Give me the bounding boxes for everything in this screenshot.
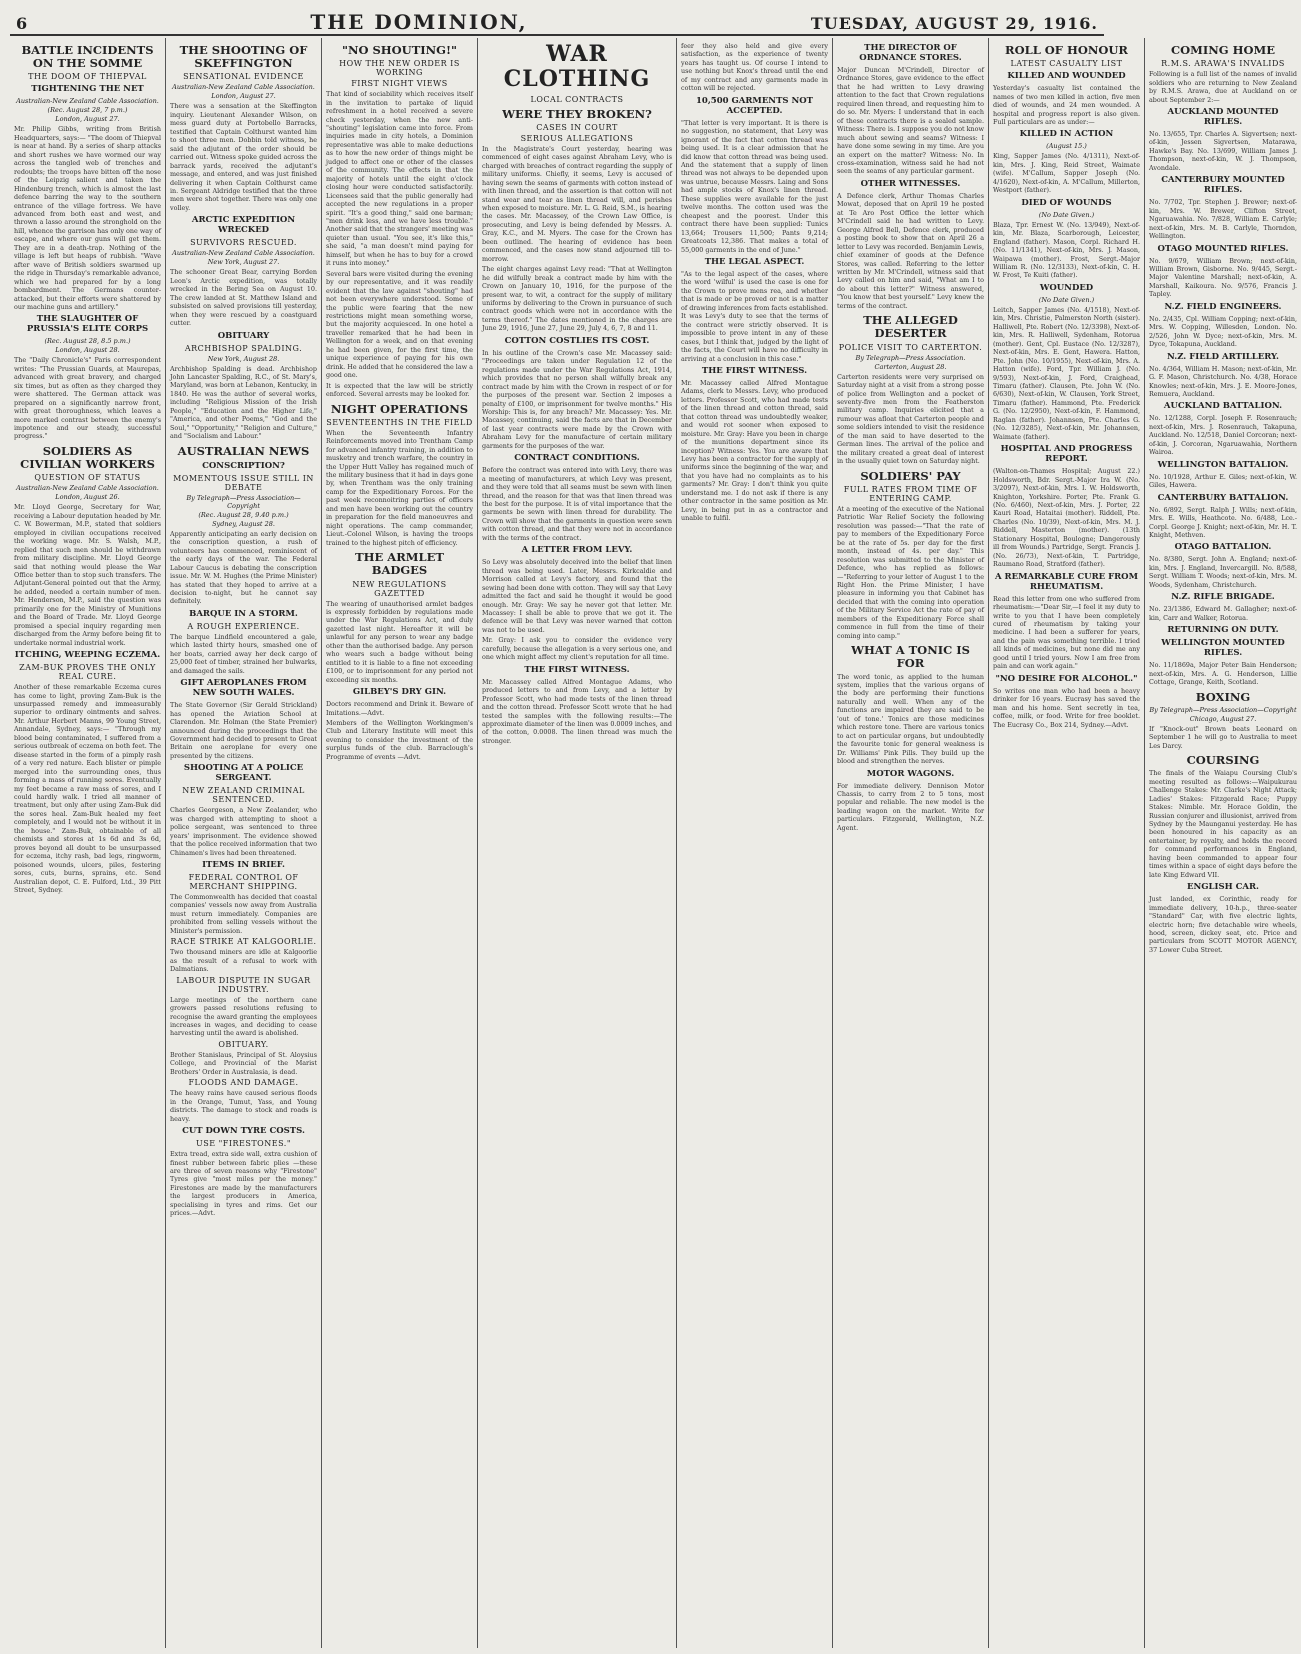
unit-otago-battalion: OTAGO BATTALION. (1174, 542, 1272, 553)
article-body: The schooner Great Bear, carrying Borden Leon's Arctic expedition, was totally wrecked in the Bering Sea on August 10. The crew landed at St. Matthew Island and subsisted on salved provisions till yesterday, when they were rescued by a coastguard cutter. (170, 268, 317, 328)
place-line: London, August 27. (55, 115, 120, 124)
unit-canterbury-mr: CANTERBURY MOUNTED RIFLES. (1161, 175, 1285, 196)
headline-tonic: WHAT A TONIC IS FOR (851, 643, 970, 671)
article-body: Apparently anticipating an early decision on the conscription question, a rush of volunteers has commenced, reminiscent of the early days of the war. The Federal Labour Caucus is debating the conscription issue. Mr. W. M. Hughes (the Prime Minister) has stated that they hoped to arrive at a decision to-night, but he cannot say definitely. (170, 529, 317, 606)
place-line: London, August 26. (55, 493, 120, 502)
article-body: The finals of the Waiapu Coursing Club's meeting resulted as follows:—Waipukurau Challenge Stakes: Mr. Clarke's Night Attack; Ladies' Stakes: Fitzgerald Race; Puppy Stakes: Nimble. Mr. Horace Goldin, the Russian conjurer and illusionist, arrived from Sydney by the Maunganui yesterday. He has been honoured in his capacity as an entertainer, by royalty, and holds the record for command performances in England, having been commanded to appear four times within a space of eight days before the late King Edward VII. (1149, 769, 1297, 879)
article-body: Following is a full list of the names of invalid soldiers who are returning to New Zealand by R.M.S. Arawa, due at Auckland on or about September 2:— (1149, 70, 1297, 104)
invalid-list: No. 12/1288, Corpl. Joseph F. Rosenrauch; next-of-kin, Mrs. J. Rosenrauch, Takapuna, Auckland. No. 12/518, Daniel Corcoran; next-of-kin, J. Corcoran, Ngaruawahia, Northern Wairoa. (1149, 414, 1297, 457)
column-1 (10, 38, 166, 1648)
casualty-list: King, Sapper James (No. 4/1311), Next-of-kin, Mrs. J. King, Reid Street, Waimate (wife). M'Callum, Sapper Joseph (No. 4/1620), Next-of-kin, A. M'Callum, Millerton, Westport (father). (993, 152, 1140, 195)
invalid-list: No. 9/679, William Brown; next-of-kin, William Brown, Gisborne. No. 9/445, Sergt.-Major Valentine Marshall; next-of-kin, A. Marshall, Kaikoura. No. 9/576, Francis J. Tapley. (1149, 256, 1297, 299)
subhead-first-witness-2: THE FIRST WITNESS. (701, 365, 808, 376)
subhead-wounded: WOUNDED (1039, 282, 1094, 293)
credit-line: Australian-New Zealand Cable Association. (172, 249, 315, 258)
headline-roll-of-honour: ROLL OF HONOUR (1005, 43, 1128, 57)
subhead-latest-casualty: LATEST CASUALTY LIST (1010, 59, 1123, 69)
received-line: (Rec. August 28, 8.5 p.m.) (44, 337, 131, 346)
article-body: That kind of sociability which receives itself in the invitation to partake of liquid refreshment in a hotel received a severe check yesterday, when the new anti-"shouting" legislation came into force. From inquiries made in city hotels, a Dominion representative was able to make deductions as to how the new order of things might be judged to affect one or other of the classes of the community. The effects in that the majority of hotels until the eight o'clock closing hour were conducted satisfactorily. Licensees said that the public generally had accepted the new regulations in a proper spirit. "It's a good thing," said one barman; "men drink less, and we have less trouble." Another said that the strangers' meeting was quieter than usual. "You see, it's like this," she said, "a man doesn't mind paying for himself, but when he has to buy for a crowd it runs into money." (326, 90, 473, 268)
article-body: Large meetings of the northern cane growers passed resolutions refusing to recognise the award granting the employees increases in wages, and deciding to cease harvesting until the award is abolished. (170, 995, 317, 1038)
unit-canterbury-battalion: CANTERBURY BATTALION. (1157, 492, 1289, 503)
subhead-contract-conditions: CONTRACT CONDITIONS. (514, 453, 640, 464)
subhead-letter-levy: A LETTER FROM LEVY. (521, 545, 633, 556)
subhead-legal-aspect: THE LEGAL ASPECT. (704, 256, 805, 267)
headline-slaughter: THE SLAUGHTER OF PRUSSIA'S ELITE CORPS (26, 314, 149, 335)
article-body: Before the contract was entered into with Levy, there was a meeting of manufacturers, at which Levy was present, and they were told that all seams must be sewn with linen thread, and the reason for that was that linen thread was the best for the purpose. It is of vital importance that the garments be sewn with linen thread for durability. The Crown will show that the garments in question were sewn with cotton thread, and that they were not in accordance with the terms of the contract. (482, 466, 672, 542)
invalid-list: No. 10/1928, Arthur E. Giles; next-of-kin, W. Giles, Hawera. (1149, 472, 1297, 490)
headline-soldiers-civilian: SOLDIERS AS CIVILIAN WORKERS (20, 443, 155, 472)
subhead-killed-in-action: KILLED IN ACTION (1019, 129, 1114, 140)
received-line: (Rec. August 28, 7 p.m.) (47, 106, 128, 115)
article-body: Charles Georgeson, a New Zealander, who was charged with attempting to shoot a police sergeant, was sentenced to three years' imprisonment. The evidence showed that the police received information that two Chinamen's lives had been threatened. (170, 806, 317, 857)
headline-alleged-deserter: THE ALLEGED DESERTER (863, 313, 958, 341)
column-7 (989, 38, 1145, 1648)
subhead-other-witnesses: OTHER WITNESSES. (860, 178, 961, 189)
masthead (10, 6, 1104, 36)
advertisement-body: The word tonic, as applied to the human system, implies that the various organs of the body are performing their functions naturally and well. When any of the functions are impaired they are said to be 'out of tone.' Tonics are those medicines which restore tone. There are various tonics to act on particular organs, but undoubtedly the favourite tonic for general weakness is Dr. Williams' Pink Pills. They build up the blood and strengthen the nerves. (837, 672, 984, 766)
article-body: The barque Lindfield encountered a gale, which lasted thirty hours, smashed one of her boats, carried away her deck cargo of 25,000 feet of timber, strained her bulwarks, and damaged the sails. (170, 632, 317, 675)
ad-headline-eczema: ITCHING, WEEPING ECZEMA. (14, 650, 161, 661)
subhead-hospital-report: HOSPITAL AND PROGRESS REPORT. (1000, 444, 1133, 465)
invalid-list: No. 8/380, Sergt. John A. England; next-of-kin, Mrs. J. England, Invercargill. No. 8/588, Sergt. William T. Woods; next-of-kin, Mrs. M. Woods, Sydenham, Christchurch. (1149, 555, 1297, 589)
subhead-local-contracts: LOCAL CONTRACTS (530, 94, 624, 104)
unit-auckland-battalion: AUCKLAND BATTALION. (1163, 401, 1283, 412)
credit-line: Australian-New Zealand Cable Association. (16, 97, 159, 106)
received-line: (Rec. August 28, 9.40 p.m.) (198, 510, 289, 519)
casualty-list: Leitch, Sapper James (No. 4/1518), Next-of-kin, Mrs. Christie, Palmerston North (sister). Halliwell, Pte. Robert (No. 12/3398), Next-of-kin, Mrs. R. Halliwell, Sydenham, Rotorua (mother). Gent, Cpl. Eustace (No. 12/3287), Next-of-kin, Mrs. E. Gent, Hawera. Hatton, Pte. John (No. 10/1955), Next-of-kin, Mrs. A. Hatton (wife). Ford, Tpr. William J. (No. 9/593), Next-of-kin, J. Ford, Craighead, Timaru (father). Clausen, Pte. John W. (No. 6/630), Next-of-kin, W. Clausen, York Street, Timaru (father). Hammond, Pte. Frederick G. (No. 12/2950), Next-of-kin, F. Hammond, Raglan (father). Johannsen, Pte. Charles G. (No. 12/3285), Next-of-kin, Mr. Johannsen, Waimate (father). (993, 305, 1140, 441)
subhead-nz-criminal: NEW ZEALAND CRIMINAL SENTENCED. (182, 786, 305, 805)
article-body: At a meeting of the executive of the National Patriotic War Relief Society the following resolution was passed:—"That the rate of pay to members of the Expeditionary Force be at the rate of 5s. per day for the first month, instead of 4s. per day." This resolution was submitted to the Minister of Defence, who has replied as follows:—"Referring to your letter of August 1 to the Right Hon. the Prime Minister, I have pleasure in informing you that Cabinet has decided that with the coming into operation of the Military Service Act the rate of pay of members of the Expeditionary Force shall commence in full from the time of their coming into camp." (837, 504, 984, 640)
article-body: The eight charges against Levy read: "That at Wellington he did wilfully break a contract made by him with the Crown on January 10, 1916, for the purpose of the present war, to wit, a contract for the supply of military uniforms by delivering to the Crown in pursuance of such contract goods which were not in accordance with the terms thereof." The dates mentioned in the charges are June 29, 1916, June 27, June 29, July 4, 6, 7, 8 and 11. (482, 265, 672, 333)
article-body: In the Magistrate's Court yesterday, hearing was commenced of eight cases against Abraham Levy, who is charged with breaches of contract regarding the supply of military uniforms. Chiefly, it seems, Levy is accused of having sewn the seams of garments with cotton instead of with linen thread, and the assertion is that cotton will not stand wear and tear as linen thread will, and perishes when exposed to moisture. Mr. L. G. Reid, S.M., is hearing the cases. Mr. Macassey, of the Crown Law Office, is prosecuting, and Levy is being defended by Messrs. A. Gray, K.C., and M. Myers. The case for the Crown has been outlined. The hearing of evidence has been commenced, and the cases now stand adjourned till to-morrow. (482, 144, 672, 263)
place-line: Carterton, August 28. (874, 362, 947, 371)
ad-headline-gin: GILBEY'S DRY GIN. (352, 687, 447, 698)
headline-arctic: ARCTIC EXPEDITION WRECKED (191, 215, 296, 236)
page-number: 6 (16, 14, 28, 33)
subhead-federal-shipping: FEDERAL CONTROL OF MERCHANT SHIPPING. (188, 873, 299, 892)
place-line: New York, August 27. (207, 258, 280, 267)
subhead-momentous: MOMENTOUS ISSUE STILL IN DEBATE (173, 473, 314, 492)
ad-headline-motor-wagons: MOTOR WAGONS. (866, 768, 955, 779)
headline-skeffington: THE SHOOTING OF SKEFFINGTON (179, 43, 308, 71)
article-body-continued: feer they also held and give every satisfaction, as the experience of twenty years has taught us. Of course I intend to use nothing but Knox's thread until the end of my contract and any garments made in cotton will be rejected. (681, 42, 828, 93)
subhead-conscription: CONSCRIPTION? (202, 460, 285, 471)
article-body: Yesterday's casualty list contained the names of two men killed in action, five men died of wounds, and 24 men wounded. A hospital and progress report is also given. Full particulars are as under:— (993, 84, 1140, 127)
credit-line: By Telegraph—Press Association. (855, 353, 966, 362)
column-6 (833, 38, 989, 1648)
article-body: Mr. Macassey called Alfred Montague Adams, who produced letters to and from Levy, and a letter by Professor Scott, who had made tests of the linen thread and the cotton thread. Professor Scott wrote that he had tested the samples with the following results:—The approximate diameter of the linen was 0.0009 inches, and of the cotton, 0.0008. The linen thread was much the stronger. (482, 677, 672, 745)
invalid-list: No. 23/1386, Edward M. Gallagher; next-of-kin, Carr and Walker, Rotorua. (1149, 605, 1297, 622)
column-5 (677, 38, 833, 1648)
headline-boxing: BOXING (1195, 689, 1251, 704)
subhead-first-night: FIRST NIGHT VIEWS (351, 79, 448, 89)
invalid-list: No. 2/435, Cpl. William Copping; next-of-kin, Mrs. W. Copping, Willesden, London. No. 2/526, John W. Dyce; next-of-kin, Mrs. M. Dyce, Tokapuna, Auckland. (1149, 314, 1297, 349)
article-body: Mr. Macassey called Alfred Montague Adams, clerk to Messrs. Levy, who produced letters. Professor Scott, who had made tests of the linen thread and cotton thread, said that cotton thread was undoubtedly weaker, and would rot sooner when exposed to moisture. Mr. Gray: Have you been in charge of the munitions department since its inception? Witness: Yes. You are aware that Levy has been a contractor for the supply of uniforms since the beginning of the war, and that you have had no complaints as to his garments? Mr. Gray: I don't think you quite understand me. I do not ask if there is any other contractor in the same position as Mr. Levy, in being put in as a contractor and unable to fulfil. (681, 378, 828, 523)
casualty-list: (Walton-on-Thames Hospital; August 22.) Holdsworth, Bdr. Sergt.-Major Ira W. (No. 3/2097), Next-of-kin, Mrs. I. W. Holdsworth, Knighton, Yorkshire. Porter, Pte. Frank G. (No. 6/460), Next-of-kin, Mrs. J. Porter, 22 Kauri Road, Hataitai (mother). Riddell, Pte. Charles (No. 10/39), Next-of-kin, Mrs. M. J. Riddell, Masterton (mother). (13th Stationary Hospital, Boulogne; Dangerously ill from Wounds.) Partridge, Sergt. Francis J. (No. 26/73), Next-of-kin, T. Partridge, Raumano Road, Stratford (father). (993, 467, 1140, 569)
credit-line: Australian-New Zealand Cable Association. (172, 83, 315, 92)
article-body: The heavy rains have caused serious floods in the Orange, Tumut, Yass, and Young districts. The damage to stock and roads is heavy. (170, 1089, 317, 1123)
invalid-list: No. 4/364, William H. Mason; next-of-kin, Mr. G. F. Mason, Christchurch. No. 4/38, Horace Knowles; next-of-kin, Mrs. J. E. Moore-Jones, Remuera, Auckland. (1149, 364, 1297, 398)
ad-subhead-firestones: USE "FIRESTONES." (196, 1139, 291, 1149)
subhead-cases-court: CASES IN COURT (536, 122, 618, 132)
ad-headline-alcohol: "NO DESIRE FOR ALCOHOL." (995, 673, 1138, 684)
headline-armlet-badges: THE ARMLET BADGES (355, 550, 444, 578)
advertisement-body: Another of these remarkable Eczema cures has come to light, proving Zam-Buk is the unsurpassed remedy and immeasurably superior to ordinary ointments and salves. Mr. Arthur Herbert Manns, 99 Young Street, Annandale, Sydney, says:— "Through my blood being contaminated, I suffered from a serious outbreak of eczema on both feet. The disease started in the form of a pimply rash of a very red nature. Each blister or pimple merged into the surrounding ones, thus forming a mass of running sores. Eventually my feet became a raw mass of sores, and I could hardly walk. I tried all manner of treatment, but only after using Zam-Buk did the sores heal. Zam-Buk healed my feet completely, and I would not be without it in the house." Zam-Buk, obtainable of all chemists and stores at 1s 6d and 3s 6d, proves beyond all doubt to be unsurpassed for eczema, itchy rash, bad legs, ringworm, poisoned wounds, ulcers, piles, festering sores, cuts, burns, sprains, etc. Send Australian depot, C. E. Fulford, Ltd., 39 Pitt Street, Sydney. (14, 683, 161, 894)
headline-obituary: OBITUARY (217, 330, 270, 341)
subhead-garments-not-accepted: 10,500 GARMENTS NOT ACCEPTED. (696, 95, 813, 116)
subhead-new-order: HOW THE NEW ORDER IS WORKING (339, 59, 460, 78)
headline-australian-news: AUSTRALIAN NEWS (177, 443, 310, 458)
unit-field-engineers: N.Z. FIELD ENGINEERS. (1164, 301, 1282, 312)
subhead-cotton: COTTON COSTLIES ITS COST. (504, 335, 650, 346)
article-body: The wearing of unauthorised armlet badges is expressly forbidden by regulations made under the War Regulations Act, and duly gazetted last night. Hereafter it will be unlawful for any person to wear any badge other than the authorised badge. Any person who wears such a badge without being entitled to it is liable to a fine not exceeding £100, or to imprisonment for any period not exceeding six months. (326, 599, 473, 684)
subhead-doom-thiepval: THE DOOM OF THIEPVAL (28, 72, 147, 82)
unit-auckland-mr: AUCKLAND MOUNTED RIFLES. (1167, 107, 1279, 128)
subhead-race-strike: RACE STRIKE AT KALGOORLIE. (170, 937, 317, 947)
article-body: If "Knock-out" Brown beats Leonard on September 1 he will go to Australia to meet Les Darcy. (1149, 724, 1297, 750)
invalid-list: No. 13/655, Tpr. Charles A. Sigvertsen; next-of-kin, Jessen Sigvertsen, Matarawa, Hawke's Bay. No. 13/699, William James J. Thompson, next-of-kin, W. J. Thompson, Avondale. (1149, 130, 1297, 172)
article-body: Mr. Gray: I ask you to consider the evidence very carefully, because the allegation is a very serious one, and one which might affect my client's reputation for all time. (482, 636, 672, 662)
ad-subhead-zambuk: ZAM-BUK PROVES THE ONLY REAL CURE. (19, 663, 156, 682)
headline-police-sergeant: SHOOTING AT A POLICE SERGEANT. (183, 763, 304, 784)
column-8 (1145, 38, 1301, 1648)
subhead-sensational: SENSATIONAL EVIDENCE (183, 72, 304, 82)
subhead-tightening: TIGHTENING THE NET (31, 84, 144, 95)
unit-wellington-mr: WELLINGTON MOUNTED RIFLES. (1161, 638, 1285, 659)
headline-coming-home: COMING HOME (1171, 43, 1275, 57)
subhead-returning-duty: RETURNING ON DUTY. (1167, 625, 1279, 636)
unit-otago-mr: OTAGO MOUNTED RIFLES. (1157, 243, 1289, 254)
issue-date: TUESDAY, AUGUST 29, 1916. (810, 14, 1098, 33)
article-body: Mr. Lloyd George, Secretary for War, receiving a Labour deputation headed by Mr. C. W. Bowerman, M.P., stated that soldiers employed in civilian occupations received the working wage. Mr. S. Walsh, M.P., replied that such men should be withdrawn from military discipline. Mr. Lloyd George said that nothing would please the War Office better than to stop such transfers. The Adjutant-General pointed out that the Army, he added, needed a certain number of men. Mr. Henderson, M.P., said the question was primarily one for the Ministry of Munitions and the Board of Trade. Mr. Lloyd George promised a special inquiry regarding men discharged from the Army before being fit to undertake normal industrial work. (14, 503, 161, 647)
subhead-killed-wounded: KILLED AND WOUNDED (1007, 71, 1126, 82)
article-body: There was a sensation at the Skeffington inquiry. Lieutenant Alexander Wilson, on mess guard duty at Portobello Barracks, testified that Captain Colthurst wanted him to shoot three men. Dobbin told witness, he said the adjutant of the order should be carried out. Witness spoke guided across the barrack yards, received the adjutant's message, and entered, and was just finished delivering it when Captain Colthurst came in. Sergeant Aldridge testified that the three men were shot together. There was only one volley. (170, 102, 317, 212)
place-line: Chicago, August 27. (1189, 714, 1257, 723)
article-body: "That letter is very important. It is there is no suggestion, no statement, that Levy was ignorant of the fact that cotton thread was being used. It is a clear admission that he did know that cotton thread was being used. And the statement that a supply of linen thread was not always to be depended upon was untrue, because Messrs. Laing and Sons had ample stocks of Knox's linen thread. These supplies were available for the just twelve months. The cotton used was the cheapest and the poorest. Under this contract there have been supplied: Tunics 13,664; Trousers 11,500; Pants 9,214; Greatcoats 12,386. That makes a total of 55,000 garments in the end of June." (681, 118, 828, 254)
subhead-question-status: QUESTION OF STATUS (34, 473, 141, 483)
subhead-serious-allegations: SERIOUS ALLEGATIONS (520, 133, 634, 143)
headline-battle-incidents: BATTLE INCIDENTS ON THE SOMME (21, 43, 154, 71)
advertisement-body: Extra tread, extra side wall, extra cushion of finest rubber between fabric plies —these are three of seven reasons why "Firestone" Tyres give "most miles per the money." Firestones are made by the manufacturers the largest producers in America, specialising in tyres and rims. Get our prices.—Advt. (170, 1150, 317, 1218)
article-body: Several bars were visited during the evening by our representative, and it was readily evident that the law against "shouting" had not been everywhere understood. Some of the public were fearing that the new restrictions might mean something worse, but the majority acquiesced. In one hotel a traveller remarked that he had been in Wellington for a week, and on that evening he had been given, for the first time, the unique experience of paying for his own drink. He added that he considered the law a good one. (326, 269, 473, 380)
article-body: Brother Stanislaus, Principal of St. Aloysius College, and Provincial of the Marist Brothers' Order in Australasia, is dead. (170, 1050, 317, 1076)
unit-rifle-brigade: N.Z. RIFLE BRIGADE. (1171, 592, 1275, 603)
column-2 (166, 38, 322, 1648)
casualty-list: Blaza, Tpr. Ernest W. (No. 13/949), Next-of-kin, Mr. Blaza, Scarborough, Leicester, England (father). Mason, Corpl. Richard H. (No. 11/1341), Next-of-kin, Mrs. J. Mason, Waipawa (mother). Frost, Sergt.-Major William R. (No. 12/3133), Next-of-kin, C. H. W. Frost, Te Kuiti (father). (993, 220, 1140, 280)
credit-line: By Telegraph—Press Association—Copyright (186, 493, 301, 510)
date-line: (No Date Given.) (1038, 210, 1095, 219)
article-body: When the Seventeenth Infantry Reinforcements moved into Trentham Camp for advanced infantry training, in addition to musketry and trench warfare, the country in the Upper Hutt Valley has regained much of the military business that it had in days gone by, when Trentham was the only training camp for the Expeditionary Forces. For the past week reconnoitring parties of officers and men have been working out the country in preparation for the field manoeuvres and night operations. The camp commander, Lieut.-Colonel Wilson, is having the troops trained to the highest pitch of efficiency. (326, 428, 473, 547)
headline-no-shouting: "NO SHOUTING!" (341, 43, 458, 57)
article-body: The State Governor (Sir Gerald Strickland) has opened the Aviation School at Clarendon. Mr. Holman (the State Premier) announced during the proceedings that the Government had decided to present to Great Britain one aeroplane for every one presented by the citizens. (170, 701, 317, 760)
subhead-full-rates: FULL RATES FROM TIME OF ENTERING CAMP. (843, 484, 978, 503)
subhead-died-of-wounds: DIED OF WOUNDS (1021, 197, 1112, 208)
article-body: So Levy was absolutely deceived into the belief that linen thread was being used. Later, Messrs. Kirkcaldie and Morrison called at Levy's factory, and found that the sewing had been done with cotton. They will say that Levy admitted the fact and said he thought it would be good enough. Mr. Gray: We say he never got that letter. Mr. Macassey: I shall be able to prove that we got it. The defence will be that Levy was never warned that cotton was not to be used. (482, 558, 672, 634)
article-body: "As to the legal aspect of the cases, where the word 'wilful' is used the case is one for the Crown to prove mens rea, and whether that is made or be proved or not is a matter of drawing inferences from facts established. It was Levy's duty to see that the terms of the contract were strictly observed. It is impossible to prove intent in any of these cases, but I think that, judged by the light of the facts, the Court will have no difficulty in arriving at a conclusion in this case." (681, 269, 828, 363)
advertisement-body: Doctors recommend and Drink it. Beware of Imitations.—Advt. (326, 700, 473, 717)
article-body: Archbishop Spalding is dead. Archbishop John Lancaster Spalding, R.C., of St. Mary's, Maryland, was born at Lebanon, Kentucky, in 1840. He was the author of several works, including "Religious Mission of the Irish People," "Education and the Higher Life," "America, and other Poems," "God and the Soul," "Opportunity," "Religion and Culture," and "Socialism and Labour." (170, 364, 317, 441)
unit-field-artillery: N.Z. FIELD ARTILLERY. (1167, 351, 1279, 362)
article-body: In his outline of the Crown's case Mr. Macassey said: "Proceedings are taken under Regulation 12 of the regulations made under the War Regulations Act, 1914, which provides that no person shall wilfully break any contract made by him with the Crown in respect of or for the purposes of the present war. Section 2 imposes a penalty of £100, or imprisonment for twelve months." His Worship: This is, for any breach? Mr. Macassey: Yes. Mr. Macassey, continuing, said the facts are that in December of last year contracts were made by the Crown with Abraham Levy for the manufacture of certain military garments for the purposes of the war. (482, 348, 672, 450)
article-body: Two thousand miners are idle at Kalgoorlie as the result of a refusal to work with Dalmatians. (170, 948, 317, 974)
article-body: The Commonwealth has decided that coastal companies' vessels now away from Australia must return immediately. Companies are prohibited from selling vessels without the Minister's permission. (170, 893, 317, 935)
ad-headline-english-car: ENGLISH CAR. (1187, 882, 1259, 893)
headline-night-operations: NIGHT OPERATIONS (330, 401, 469, 416)
place-line: London, August 28. (55, 346, 120, 355)
subhead-director-ordnance: THE DIRECTOR OF ORDNANCE STORES. (859, 43, 962, 63)
subhead-police-visit: POLICE VISIT TO CARTERTON. (838, 342, 983, 352)
headline-items-brief: ITEMS IN BRIEF. (202, 860, 285, 871)
headline-war-clothing: WAR CLOTHING (503, 41, 651, 93)
subhead-were-they-broken: WERE THEY BROKEN? (502, 106, 652, 121)
subhead-rough: A ROUGH EXPERIENCE. (187, 621, 300, 631)
subhead-labour-dispute: LABOUR DISPUTE IN SUGAR INDUSTRY. (176, 975, 311, 994)
advertisement-body: For immediate delivery. Dennison Motor Chassis, to carry from 2 to 5 tons, most popular and reliable. The new model is the leading wagon on the market. Write for particulars. Fitzgerald, Wellington, N.Z. Agent. (837, 781, 984, 832)
headline-coursing: COURSING (1186, 753, 1260, 768)
advertisement-body: Read this letter from one who suffered from rheumatism:—"Dear Sir,—I feel it my duty to write to you that I have been completely cured of rheumatism by taking your medicine. I had been a sufferer for years, and the pain was something terrible. I tried all kinds of medicines, but none did me any good until I tried yours. Now I am free from pain and can work again." (993, 594, 1140, 671)
advertisement-body: Just landed, ex Corinthic, ready for immediate delivery, 10-h.p., three-seater "Standard" Car, with five electric lights, electric horn; five detachable wire wheels, hood, screen, dickey seat, etc. Price and particulars from SCOTT MOTOR AGENCY, 37 Lower Cuba Street. (1149, 895, 1297, 954)
unit-wellington-battalion: WELLINGTON BATTALION. (1157, 459, 1289, 470)
column-3 (322, 38, 478, 1648)
article-body: Carterton residents were very surprised on Saturday night at a visit from a strong posse of police from Wellington and a pocket of seventy-five men from the Featherston military camp. Inquiries elicited that a rumour was afloat that Carterton people and some soldiers intended to visit the residence of the man said to have deserted to the German lines. The arrival of the police and the military created a great deal of interest in the usually quiet town on Saturday night. (837, 372, 984, 466)
place-line: New York, August 28. (207, 354, 280, 363)
article-body: A Defence clerk, Arthur Thomas Charles Mowat, deposed that on April 19 he posted at Te Aro Post Office the letter which M'Crindell said he had written to Levy. George Alfred Bell, Defence clerk, produced a posting book to show that on April 26 a letter to Levy was recorded. Benjamin Lewis, chief examiner of goods at the Defence Stores, was called. Referring to the letter written by Mr. M'Crindell, witness said that Levy called on him and said, "What am I to do about this letter?" Witness answered, "You know that best yourself." Levy knew the terms of the contract. (837, 191, 984, 310)
headline-gift-aeroplanes: GIFT AEROPLANES FROM NEW SOUTH WALES. (180, 678, 307, 699)
subhead-floods: FLOODS AND DAMAGE. (188, 1078, 299, 1088)
advertisement-body: So writes one man who had been a heavy drinker for 16 years. Eucrasy has saved the man and his home. Sent secretly in tea, coffee, milk, or food. Write for free booklet. The Eucrasy Co., Box 214, Sydney.—Advt. (993, 686, 1140, 729)
date-line: (No Date Given.) (1038, 295, 1095, 304)
date-line: (August 15.) (1046, 142, 1087, 151)
subhead-arawa-invalids: R.M.S. ARAWA'S INVALIDS (1161, 59, 1285, 69)
subhead-survivors: SURVIVORS RESCUED. (190, 238, 297, 248)
subhead-obituary-2: OBITUARY. (218, 1039, 269, 1049)
column-4 (478, 38, 677, 1648)
ad-headline-tyre: CUT DOWN TYRE COSTS. (182, 1126, 305, 1137)
headline-soldiers-pay: SOLDIERS' PAY (860, 468, 961, 483)
credit-line: By Telegraph—Press Association—Copyright (1149, 705, 1297, 714)
subhead-new-regulations: NEW REGULATIONS GAZETTED (352, 579, 447, 598)
article-body: It is expected that the law will be strictly enforced. Several arrests may be looked for. (326, 381, 473, 399)
invalid-list: No. 7/702, Tpr. Stephen J. Brewer; next-of-kin, Mrs. W. Brewer, Clifton Street, Ngaruawahia. No. 7/828, William E. Carlyle; next-of-kin, Mrs. M. B. Carlyle, Thorndon, Wellington. (1149, 198, 1297, 241)
article-body: The "Daily Chronicle's" Paris correspondent writes: "The Prussian Guards, at Maurepas, advanced with great bravery, and charged six times, but as often as they charged they were shattered. The German attack was prepared on a significantly narrow front, with great thoroughness, which leaves a more marked contrast between the enemy's impotence and our steady, successful progress." (14, 356, 161, 441)
subhead-first-witness: THE FIRST WITNESS. (524, 664, 630, 675)
article-body: Major Duncan M'Crindell, Director of Ordnance Stores, gave evidence to the effect that he had written to Levy drawing attention to the fact that Crown regulations required linen thread, and requesting him to do so. Mr. Myers: I understand that in each of these contracts there is a sealed sample. Witness: There is. I suppose you do not know much about sewing and seams? Witness: I have done some sewing in my time. Are you an expert on the matter? Witness: No. In cross-examination, witness said he had not seen the seams of any particular garment. (837, 66, 984, 176)
paper-title: THE DOMINION, (310, 10, 528, 34)
place-line: Sydney, August 28. (212, 519, 275, 528)
invalid-list: No. 11/1869a, Major Peter Bain Henderson; next-of-kin, Mrs. A. G. Henderson, Lillie Cottage, Grange, Keith, Scotland. (1149, 661, 1297, 687)
subhead-archbishop: ARCHBISHOP SPALDING. (184, 343, 303, 353)
place-line: London, August 27. (211, 92, 276, 101)
article-body: Mr. Philip Gibbs, writing from British Headquarters, says:— "The doom of Thiepval is near at hand. By a series of sharp attacks and short rushes we have wormed our way across the tangled web of trenches and redoubts; the troops have bitten off the nose of the Leipzig salient and taken the Hindenburg trench, which is almost the last defence barring the way to the southern entrance of the village fortress. We have advanced from both east and west, and thrown a lasso around the stronghold on the hill, whence the garrison has only one way of escape, and where our guns will get them. They are in a death-trap. Nothing of the village is left but heaps of rubbish. "Wave after wave of British soldiers swarmed up the ridge in Thursday's remarkable advance, which we had prepared for by a long bombardment. The Germans counter-attacked, but their efforts were shattered by our machine guns and artillery." (14, 125, 161, 311)
headline-barque: BARQUE IN A STORM. (189, 608, 298, 619)
credit-line: Australian-New Zealand Cable Association. (16, 484, 159, 493)
columns (10, 38, 1297, 1648)
ad-headline-rheumatism: A REMARKABLE CURE FROM RHEUMATISM. (995, 571, 1138, 592)
invalid-list: No. 6/892, Sergt. Ralph J. Wills; next-of-kin, Mrs. E. Wills, Heathcote. No. 6/488, Lce.-Corpl. George J. Knight; next-of-kin, Mr. H. T. Knight, Methven. (1149, 505, 1297, 539)
subhead-seventeenths: SEVENTEENTHS IN THE FIELD (326, 417, 473, 427)
article-body: Members of the Wellington Workingmen's Club and Literary Institute will meet this evening to consider the investment of the surplus funds of the club. Barraclough's Programme of events —Advt. (326, 718, 473, 761)
